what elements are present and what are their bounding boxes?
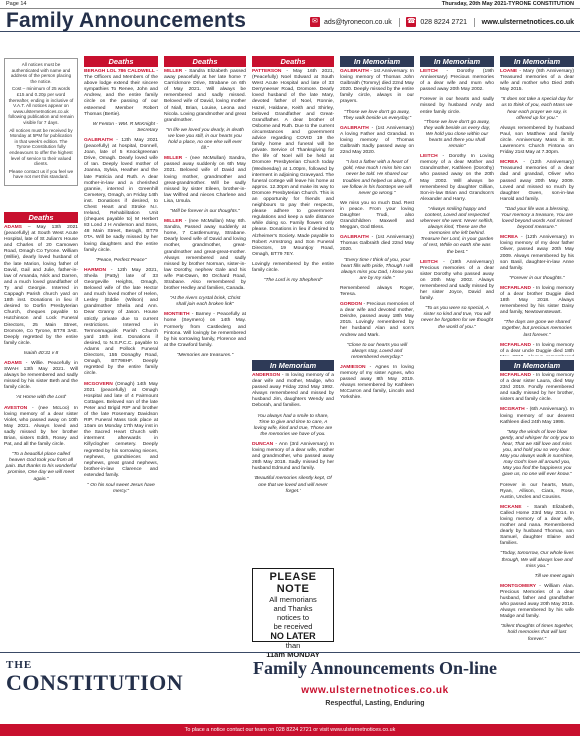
notice-text: - In loving memory of a dear wife and mother, Madge, who passed away Friday 22nd May 1992. Always remembered and missed by husband Jim, daughters Wendy and Deborah, and families. (252, 373, 334, 409)
notice-line: notices to (276, 613, 310, 622)
verse: "Memories are treasures." (176, 352, 234, 358)
verse: 'Beautiful memories silently kept, Of one that we loved and will never forget.' (254, 476, 332, 494)
deaths-column-2 (84, 56, 158, 644)
verse: "The Lord is my Shepherd" (263, 278, 323, 284)
deceased-name: MILLER (164, 156, 183, 162)
verse: "Will be forever in our thoughts." (170, 208, 240, 214)
page-number: Page 14 (6, 1, 27, 7)
divider (474, 18, 475, 27)
deceased-name: LOANE (500, 69, 518, 74)
email-icon: ✉ (310, 17, 320, 27)
notice-entry (4, 395, 78, 401)
notice-entry (420, 120, 494, 150)
notice-entry (340, 69, 414, 106)
notice-entry (84, 382, 158, 480)
notice-text: - Willie. Peacefully in SWAH 13th May 2021. Will always be remembered and sadly missed by his sister Beth and the family circle. (4, 360, 78, 391)
verse: "Every time I think of you, your heart fills with pride, Though I will always miss you Dad, I know you are by my side." (340, 257, 414, 281)
terms-line: Please contact us if you feel we have not met this standard. (8, 168, 74, 180)
notice-entry (500, 126, 574, 156)
notice-entry (252, 373, 334, 410)
verse: 'At Home with the Lord' (15, 395, 67, 401)
in-memoriam-column-4b (252, 360, 334, 565)
notice-time: 11am MONDAY (266, 650, 320, 659)
terms-line: Cost – minimum of 25 words £15 and 0.20p per word thereafter, ending in inclusive of V.A.T. All notices appear on www.ulsternetnotices.co.uk following publication and remain visible for 7 days. (8, 86, 74, 125)
website-link[interactable]: www.ulsternetnotices.co.uk (481, 18, 574, 26)
in-memoriam-column-5 (340, 56, 414, 644)
notice-text: - (nee McLoo) In loving memory of a dear sister Violet, who passed away on 10th May 2021. Always loved and sadly missed by her brother Brian, sisters Edith, Rosey and Pat, and all the family circle. (4, 405, 78, 448)
notice-entry (252, 442, 334, 472)
deceased-name: MCGOVERN (84, 381, 113, 387)
notice-entry (420, 154, 494, 203)
top-bar (0, 0, 580, 9)
notice-entry (420, 97, 494, 115)
notice-text: - 12th May 2021, Sheila (Patty) late of 33 Georgeville Heights, Omagh, Beloved wife of the late Hector and much loved mother of Helen, Lesley (Eddie (Wilson) and grandmother Sheila and Ann. Dear Granny of Jason. House strictly private due to current restrictions. Interred in Termonmaguirk Parish Church yard 16th inst. Donations if desired, to N.S.P.C.C. payable to Adams and Pollock Funeral Directors, 155 Donaghy Road, Omagh, BT798HF. Deeply regretted by the entire family circle. (84, 267, 158, 377)
deceased-name: MONTGOMERY (500, 583, 536, 589)
verse: "Silent thoughts of times together, hold memories that will last forever." (500, 624, 574, 642)
notice-entry (500, 624, 574, 642)
terms-line: All notices must be authenticated with name and address of the person placing the notice. (10, 62, 72, 84)
notice-text: - (12th Anniversary) Treasured memories of a dear dad and grandad, Oliver who passed away 20th May 2009. Loved and missed so much by daughter Gwen, son-in-law Harold and family. (500, 160, 574, 202)
notice-entry (84, 258, 158, 264)
notice-entry (340, 110, 414, 122)
notice-entry (252, 414, 334, 438)
notice-entry (500, 584, 574, 621)
notice-entry (84, 69, 158, 118)
deceased-name: AVESTON (4, 405, 28, 411)
contact-strip (310, 16, 574, 28)
deceased-name: GALBRAITH (340, 69, 369, 74)
notice-entry (500, 505, 574, 548)
notice-entry (500, 430, 574, 479)
notice-entry (340, 302, 414, 339)
notice-entry (500, 373, 574, 403)
deceased-name: LEITCH (420, 69, 438, 74)
deaths-column-3 (164, 56, 246, 644)
deaths-column-4 (252, 56, 334, 356)
notice-text: - In loving memory of a dear brother Duggie died 18th May 2018. Always remembered by his sister Daisy and family, Newtownstewart. (500, 285, 574, 316)
notice-entry (4, 351, 78, 357)
deceased-name: GORDON (340, 302, 363, 308)
deceased-name: MCFARLAND (500, 373, 531, 378)
logo-the: THE (6, 659, 33, 671)
notice-entry (500, 551, 574, 569)
deceased-name: LEITCH (420, 154, 438, 160)
deceased-name: MCFARLAND (500, 342, 531, 348)
notice-entry (84, 122, 158, 134)
deceased-name: GALBRAITH (84, 137, 113, 143)
deceased-name: MCFARLAND (500, 285, 531, 291)
notice-entry (500, 97, 574, 121)
verse: "The days are gone we shared together, but precious memories last forever." (502, 320, 572, 338)
newspaper-logo (6, 659, 184, 729)
contact-strip-footer: To place a notice contact our team on 028 8224 2721 or visit www.ulsternetnotices.co.uk (0, 724, 580, 736)
deceased-name: ADAMS (4, 225, 22, 230)
notice-text: - Barney - Peacefully at home (Seymero) on 14th May. Formerly from Castlederg and Fintona. Will lovingly be remembered by his sorrowing family, Florence and at the Crawford family. (164, 312, 246, 348)
verse: "Dad your life was a blessing, Your memory a treasure, You are loved beyond words And missed beyond measure." (501, 206, 573, 231)
banner-url[interactable]: www.ulsternetnotices.co.uk (301, 685, 449, 696)
deceased-name: BERAGH LOL 786 CALDWELL (84, 69, 155, 74)
notice-entry (164, 312, 246, 349)
notice-entry (84, 268, 158, 378)
notice-entry (84, 483, 158, 495)
notice-entry (164, 296, 246, 308)
deceased-name: MCREA (500, 235, 518, 241)
terms-line: All notices must be received by Monday at 5PM for publication in that week's edition. The Tyrone Constitution fully endeavours to offer the highest level of service to their valued clients. (9, 127, 73, 167)
notice-text: Lovingly remembered by the entire family circle. (252, 261, 334, 273)
notice-entry (500, 320, 574, 338)
verse: You always had a smile to share, Time to give and time to care, A loving wife, kind and true, Those are the memories we have of you. (253, 413, 333, 437)
notice-entry (164, 209, 246, 215)
verse: "Always smiling happy and content, Loved and respected wherever she went. Never selfish, always kind, These are the memories she left behind. Treasure her Lord, in your garden of rest, While on earth she was the best." (420, 206, 494, 255)
deaths-column-1 (4, 212, 78, 644)
notice-text: - The Officers and Members of the above lodge extend their sincere sympathies To Renee, John and Andrew, and the entire family circle on the passing of our esteemed Member Robert Thomas (Bertie). (84, 69, 158, 117)
notice-text: - Mary (6th Anniversary) Treasured memories of a dear wife and mother who Died 26th May 2015. (500, 69, 574, 93)
notice-entry (500, 207, 574, 231)
notice-text: - Agnes In loving memory of my sister Agnes, who passed away 8th May 2019. Always remembered by Kathleen McCarron and family, Lincoln and Yorkshire. (340, 364, 414, 401)
online-banner (176, 657, 574, 717)
notice-text: - (1st Anniversary) Thomas Galbraith died 22nd May 2020. (340, 235, 414, 253)
verse: " On his soul sweet Jesus have mercy." (87, 483, 155, 495)
notice-text: - (19th Anniversary) Precious memories of a dear sister Dorothy who passed away on 20th May 2002. Always remembered and sadly missed by her sister Joyce, David and family. (420, 259, 494, 302)
footer-advert (0, 652, 580, 737)
notice-text: Forever in our hearts, Mum, Ryan, Allison, Ciara, Rose, Austin, Uncles and Cousins. (500, 482, 574, 500)
verse: "Those we love don't go away, they walk beside us every day, We hold you close within our hearts and there you shall remain" (423, 119, 491, 150)
notice-text: - William Alan. Precious Memories of a dear husband, father and grandfather who passed away 20th May 2016. Always remembered by his wife Madge and family. (500, 583, 574, 620)
notice-entry (4, 361, 78, 391)
column-heading: Deaths (164, 56, 246, 67)
notice-text: - (1st Anniversary) A loving Father and Grandad. In loving memory of Thomas Galbraith Sadly passed away on 22nd May 2020. (340, 125, 414, 156)
deceased-name: JAMIESON (340, 364, 366, 370)
deceased-name: PATTERSON (252, 69, 282, 74)
column-heading: In Memoriam (340, 56, 414, 67)
notice-entry (500, 574, 574, 580)
verse: Isaiah 40:31 v 8 (23, 350, 59, 356)
notice-text: - Dorothy (19th Anniversary) Precious memories of a dear wife and mum who passed away 20th May 2002. (420, 69, 494, 93)
divider (399, 18, 400, 27)
signature-line: Till we meet again (534, 573, 574, 579)
notice-entry (500, 160, 574, 203)
verse: "To us you were so special, A sister so kind and true, You will never be forgotten for we thought the world of you." (420, 306, 494, 330)
phone-icon: ☎ (406, 18, 416, 25)
terms-box (4, 58, 78, 186)
notice-text: - (12th Anniversary) In loving memory of my dear father Oliver, passed away 20th May 2009. Always remembered by his son Basil, daughter-in-law Anne and family. (500, 235, 574, 271)
notice-entry (340, 286, 414, 298)
notice-text: Always remembered by husband Paul, son Matthew and family circle. Anniversary Mass in St. Lawrence's Church Fintona on Friday 21st May at 7.30pm. (500, 125, 574, 156)
notice-entry (500, 343, 574, 356)
notice-entry (500, 407, 574, 425)
column-heading: In Memoriam (500, 56, 574, 67)
deceased-name: MILLER (164, 69, 183, 74)
notice-entry (252, 262, 334, 274)
notice-entry (420, 207, 494, 256)
column-heading: Deaths (4, 212, 78, 223)
logo-name: CONSTITUTION (6, 670, 184, 695)
notice-entry (420, 260, 494, 303)
notice-entry (4, 225, 78, 347)
notice-text: Forever in our hearts and sadly missed by husband Andy and entire family circle. (420, 97, 494, 115)
notice-text: - Precious memories of a dear wife and devoted mother, Deirdre, passed away 18th May 2015. Lovingly remembered by her husband Alan and son's Andrew and Mark. (340, 302, 414, 338)
notice-entry (252, 476, 334, 494)
notice-entry (84, 138, 158, 254)
page-header (0, 10, 580, 32)
column-heading: In Memoriam (420, 56, 494, 67)
deceased-name: MCGRATH (500, 407, 525, 413)
verse: "May the winds of love blow gently, and whisper for only you to hear, That we still love and miss you, and hold you so very dear. May you always walk in sunshine, may God's love all around you, May you find the happiness you gave us, no one will ever know." (500, 429, 574, 478)
notice-text: - 12th May 2021 (peacefully) at hospital, Donnell, Joan, late of 5 Knockgreenan Drive, Omagh. Dearly loved wife of Ian. Deeply loved mother of Joanna, Sylvia, Heather and the late Patricia and Ruth. A dear mother-in-law and a cherished grannie, interred in Greenhill Cemetery, Omagh, on Friday 14th inst. Donations if desired, to Chest Heart and Stroke N.I. Ireland, Rehabilitation Unit (cheques payable to) M Herbert 83 Lond J H Anderson and Sons, 48 Main Street, Beragh, BT79 0TA. Will be sadly missed by her loving daughters and the entire family circle. (84, 137, 158, 253)
notice-entry (340, 201, 414, 231)
notice-entry (500, 276, 574, 282)
column-heading: In Memoriam (500, 360, 574, 371)
notice-text: - In loving memory of a dear uncle Duggie died 18th (500, 342, 574, 354)
notice-entry (4, 452, 78, 482)
notice-text: - Sandra Elizabeth passed away peacefully at her late home 7 Carrickmore Drive, Strabane on 6th of May 2021. Will always be remembered and sadly missed. Beloved wife of David, loving mother of Niall, Brian, Louise, Leona and Nicola. Loving grandmother and great grandmother. (164, 69, 246, 123)
notice-entry (164, 219, 246, 292)
notice-entry (340, 365, 414, 402)
deceased-name: MONTIETH (164, 312, 190, 318)
notice-entry (164, 353, 246, 359)
notice-text: - (nee McMullan) May 6th. Sandra, Passed away suddenly at home, 7 Castlemurray, Strabane. Dearly loved wife of David and loving mother, grandmother, great-grandmother and great-great-mother. Always remembered and sadly missed by brother Norman, sister-in-law Dorothy, nephew Gale and his wife Pat-Dawn, 80 Orchard Road, Strabane. Also remembered by brother Hedley and families, Canada. (164, 219, 246, 292)
notice-line: All memorians (269, 595, 317, 604)
deceased-name: MILLER (164, 219, 183, 225)
verse: "Those we love don't go away, They walk beside us everyday." (342, 109, 412, 121)
verse: "I lost a father with a heart of gold, How much I miss him can never be told. He shared our troubles and helped us along, If we follow in his footsteps we will never go wrong." (342, 160, 412, 196)
notice-entry (164, 156, 246, 205)
deceased-name: HARMON (84, 267, 107, 273)
notice-entry (340, 235, 414, 253)
notice-entry (4, 406, 78, 449)
in-memoriam-column-7 (500, 56, 574, 356)
in-memoriam-column-8 (500, 360, 574, 644)
notice-entry (500, 483, 574, 501)
deadline-notice (252, 568, 334, 659)
notice-text: - (nee McMullan) Sandra, passed away suddenly on 6th May 2021. Beloved wife of David and loving mother, grandmother and great-grandmother. Will be sadly missed by sister Eileen, brother-in-law Wilfred and nieces Charlene and Lisa, Ursula. (164, 156, 246, 204)
notice-text: - May 16th 2021, (Peacefully) Noel Edward at South West Acute Hospital and late of 33 Derryneeser Road, Dromore. Dearly loved husband of the late Mary, devoted father of Noel, Ronnie, Hazel, Haldane, Keith and Shirley, beloved Grandfather and Great-Grandfather. A dear brother of Osborne and Ruth. Due to the current circumstances and government advice regarding COVID 19 the family home and funeral will be private. Service of Thanksgiving for the life of Noel will be held at Dromore Presbyterian Church today (Wednesday) at 1.00pm, followed by interment in adjoining Graveyard. The funeral cortege will leave his home at approx. 12.30pm and make its way to Dromore Presbyterian Church. This is an opportunity for friends and neighbours to pay their respects, please adhere to government regulations and keep a safe distance while doing so. Family flowers only please. Donations in lieu if desired to Alzheimer's Society. Made payable to Robert Armstrong and Son Funeral Directors, 19 Mountjoy Road, Omagh, BT79 7EY. (252, 69, 334, 257)
verse: "It does not take a special day for us to think of you, each Mass we hear each prayer we say, is offered up for you." (500, 97, 574, 121)
notice-heading: PLEASE NOTE (269, 571, 317, 595)
notice-entry (164, 128, 246, 152)
page-title: Family Announcements (6, 9, 247, 32)
column-heading: Deaths (84, 56, 158, 67)
notice-line: be received (273, 622, 313, 631)
publication-line: Thursday, 20th May 2021-TYRONE CONSTITUTION (441, 1, 574, 7)
notice-entry (340, 258, 414, 282)
notice-entry (340, 126, 414, 156)
notice-text: – May 13th 2021 (peacefully) at South West Acute Hospital, late of St Julian's House and Charles of 20 Camowen Road, Omagh Co Tyrone. William (Willie), dearly loved husband of the late Marion, loving father of David, Gail and Julie, father-in-law of Amanda, Nick and Darren, and a much loved grandfather of Ty and Georgie. Interred in Cappagh Parish church yard on 18th inst. Donations in lieu if desired to Dorfin Presbyterian Church, cheques payable to Hutchinson and Lock Funeral Directors, 25 Main Street, Dromore, Co Tyrone, BT78 3AE. Deeply regretted by the entire family circle. (4, 225, 78, 346)
deceased-name: LEITCH (420, 259, 438, 265)
notice-entry (252, 69, 334, 258)
deceased-name: MCKANE (500, 504, 522, 510)
verse: "Peace, Perfect Peace" (95, 257, 147, 263)
verse: "To a beautiful place called heaven God took you from all pain. But thanks to his wonderful promise, One day we will meet again." (5, 452, 77, 482)
notice-text: We miss you so much Dad. Rest in peace. From your loving Daughter Trudi, also Grandchildren Maxwell and Meggan, God Bless. (340, 200, 414, 231)
notice-text: - Sarah Elizabeth, Called Home 23rd May 2014. In loving memory of a dear wife, mother and nana. Remembered dearly by husband Thomas, son Samuel, daughter Elaine and families. (500, 504, 574, 547)
column-heading: In Memoriam (252, 360, 334, 371)
banner-tagline: Respectful, Lasting, Enduring (325, 700, 425, 707)
banner-title: Family Announcements On-line (252, 658, 498, 678)
notice-entry (500, 286, 574, 316)
notice-line: and Thanks (273, 604, 313, 613)
in-memoriam-column-6 (420, 56, 494, 644)
phone-number: 028 8224 2721 (420, 18, 468, 26)
email-address[interactable]: ads@tyronecon.co.uk (323, 18, 392, 26)
verse: "Close to our hearts you will always stay, Loved and remembered everyday." (346, 342, 408, 360)
deceased-name: ANDERSON (252, 373, 280, 378)
notice-entry (252, 278, 334, 284)
deceased-name: MCREA (500, 160, 518, 166)
notice-entry (420, 306, 494, 330)
verse: "At the rivers crystal brink, Christ shall join each broken link" (169, 296, 241, 308)
notice-entry (340, 343, 414, 361)
notice-entry (500, 235, 574, 272)
notice-text: - (6th Anniversary). In loving memory of our dearest Kathleen died 24th May 1995. (500, 407, 574, 425)
notice-text: Remembered always Roger, Teresa. (340, 285, 414, 297)
notice-text: - In loving memory of a dear sister Laura, died May 23rd 2019. Fondly remembered and sadly missed by her brother, sisters and family circle. (500, 373, 574, 403)
deceased-name: GALBRAITH (340, 125, 369, 131)
notice-entry (500, 69, 574, 93)
deceased-name: ADAMS (4, 360, 22, 366)
column-heading: Deaths (252, 56, 334, 67)
notice-text: - Ann (3rd Anniversary) In loving memory of a dear wife, mother and grandmother, who passed away 26th May 2018. Sadly missed by her husband Edmund and family. (252, 441, 334, 472)
notice-text: - Dorothy In Loving memory of a dear Mother and Grandmother, Kathleen (Dorothy) who passed away on the 20th May 2002. Will always be remembered by daughter Gillian, Son-in-law Brian and Grandson's Alexander and Harry. (420, 154, 494, 202)
notice-entry (420, 69, 494, 93)
signature-line: W Fenton - WM. R McKnight - Secretary (92, 121, 158, 133)
notice-line: than (285, 641, 301, 650)
verse: "In life we loved you dearly, in death we love you still, in our hearts you hold a place, no one else will ever fill." (166, 127, 244, 152)
notice-entry (340, 160, 414, 197)
notice-entry (164, 69, 246, 124)
deceased-name: GALBRAITH (340, 235, 369, 241)
verse: "Forever in our thoughts." (509, 275, 565, 281)
verse: "Today, tomorrow, Our whole lives through, We will always love and miss you." (500, 551, 574, 569)
notice-text: - 1st Anniversary. In loving memory of Thomas John Galbraith (Tommy) died 22nd May 2020. Deeply missed by the entire family circle, always in our prayers. (340, 69, 414, 105)
notice-text: (Omagh) 14th May 2021 (peacefully) at Omagh Hospital and late of 4 Fairmount Cottages. Beloved son of the late Peter and Brigid RIP and brother of the late Rosemary Davidson RIP. Funeral Mass took place at 10am on Monday 17th May inst in the Sacred Heart Church with interment afterwards in Killyclogher cemetery. Deeply regretted by his sorrowing nieces, nephews, grandnieces and nephews, great grand nephews, brother-in-law Clarence and extended family. (84, 381, 158, 478)
notice-deadline: NO LATER (270, 631, 316, 641)
deceased-name: DUNCAN (252, 441, 274, 447)
